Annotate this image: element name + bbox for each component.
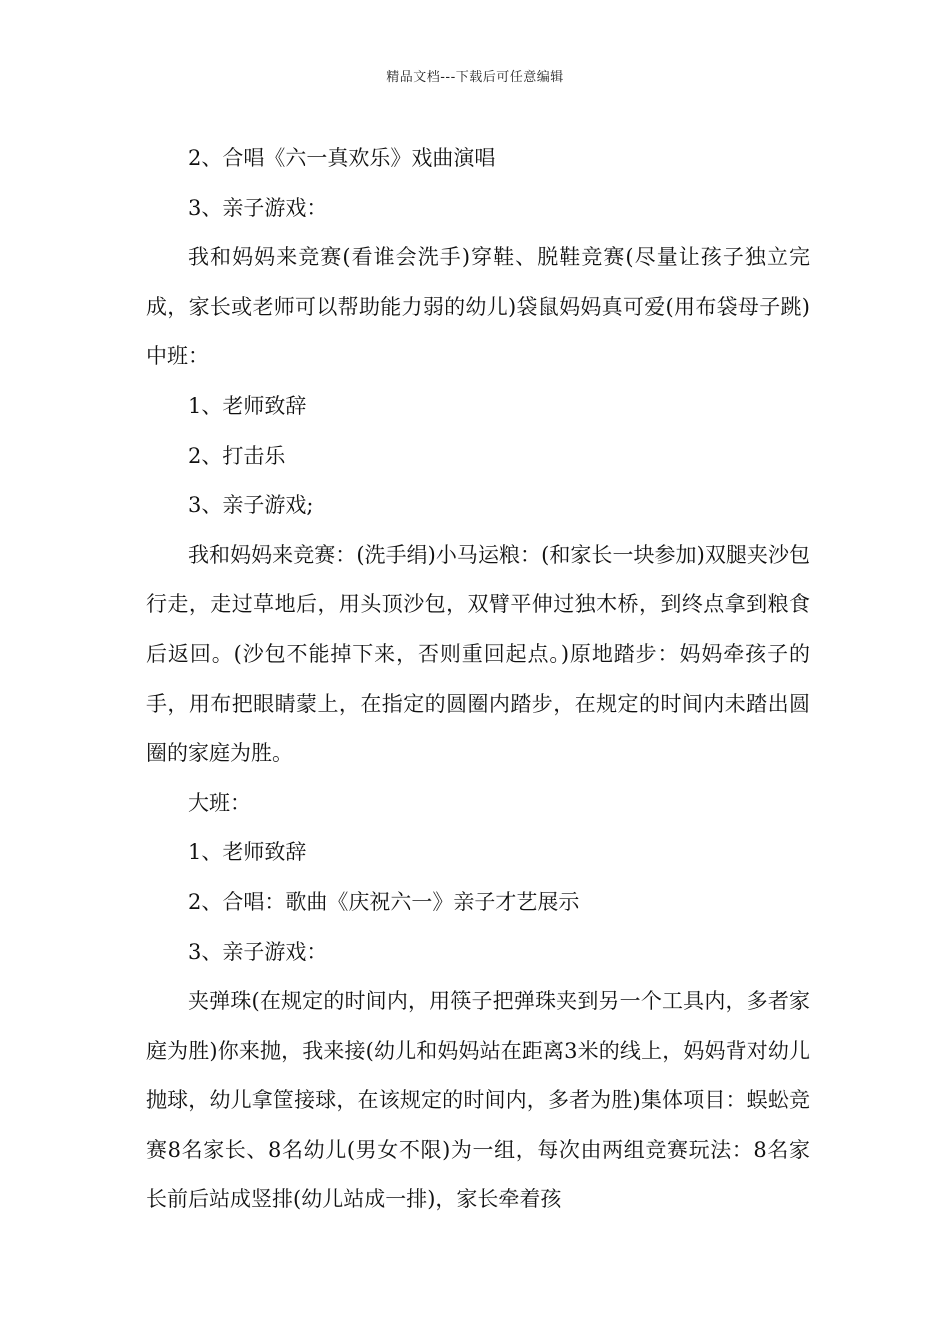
paragraph-6: 3、亲子游戏; bbox=[188, 493, 314, 518]
paragraph-9: 1、老师致辞 bbox=[188, 840, 307, 865]
document-body bbox=[146, 134, 810, 1225]
paragraph-4: 1、老师致辞 bbox=[188, 393, 307, 418]
paragraph-8: 大班： bbox=[188, 790, 251, 815]
paragraph-2: 3、亲子游戏： bbox=[188, 195, 328, 220]
paragraph-12: 夹弹珠(在规定的时间内，用筷子把弹珠夹到另一个工具内，多者家庭为胜)你来抛，我来接(幼儿和妈妈站在距离3米的线上，妈妈背对幼儿抛球，幼儿拿筐接球，在该规定的时间内，多者为胜)集体项目：蜈蚣竞赛8名家长、8名幼儿(男女不限)为一组，每次由两组竞赛玩法：8名家长前后站成竖排(幼儿站成一排)，家长牵着孩 bbox=[146, 989, 810, 1212]
paragraph-1: 2、合唱《六一真欢乐》戏曲演唱 bbox=[188, 146, 496, 170]
paragraph-3: 我和妈妈来竞赛(看谁会洗手)穿鞋、脱鞋竞赛(尽量让孩子独立完成，家长或老师可以帮助能力弱的幼儿)袋鼠妈妈真可爱(用布袋母子跳)中班： bbox=[146, 245, 810, 369]
page-header: 精品文档---下载后可任意编辑 bbox=[386, 70, 564, 85]
paragraph-11: 3、亲子游戏： bbox=[188, 939, 328, 964]
paragraph-10: 2、合唱：歌曲《庆祝六一》亲子才艺展示 bbox=[188, 889, 580, 914]
paragraph-5: 2、打击乐 bbox=[188, 443, 286, 468]
paragraph-7: 我和妈妈来竞赛：(洗手绢)小马运粮：(和家长一块参加)双腿夹沙包行走，走过草地后，用头顶沙包，双臂平伸过独木桥，到终点拿到粮食后返回。(沙包不能掉下来，否则重回起点。)原地踏步：妈妈牵孩子的手，用布把眼睛蒙上，在指定的圆圈内踏步，在规定的时间内未踏出圆圈的家庭为胜。 bbox=[146, 542, 810, 766]
